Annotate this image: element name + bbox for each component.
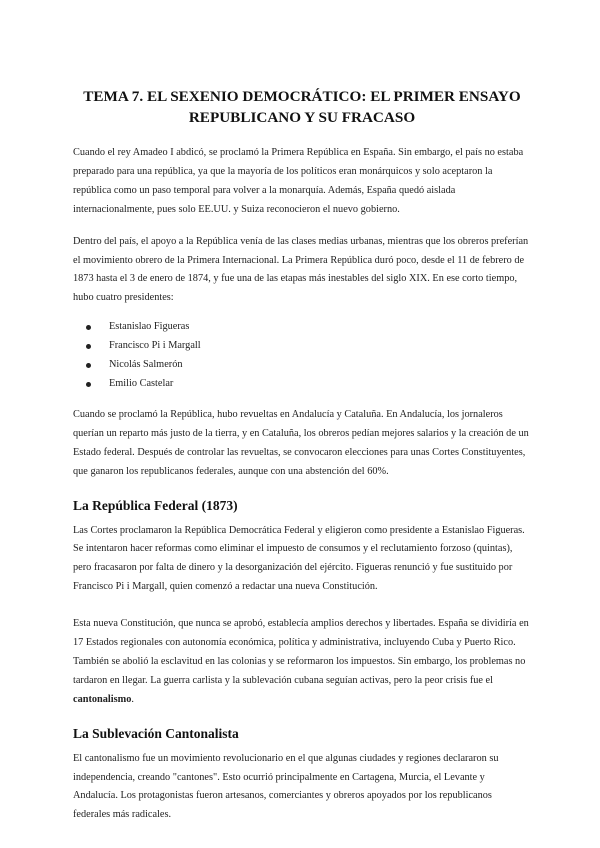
presidents-list [73, 318, 531, 394]
president-name: Emilio Castelar [109, 377, 174, 389]
president-name: Francisco Pi i Margall [109, 340, 201, 352]
federal-paragraph-2-text: Esta nueva Constitución, que nunca se aprobó, establecía amplios derechos y libertades. España se dividiría en 17 Estados regionales con autonomía económica, política y administrativa, incluyendo Cuba y Puerto Rico. También se abolió la esclavitud en las colonias y se reformaron los impuestos. Sin embargo, los problemas no tardaron en llegar. La guerra carlista y la sublevación cubana seguían activas, pero la peor crisis fue el [73, 618, 529, 686]
document-title [73, 86, 531, 128]
cantonal-paragraph: El cantonalismo fue un movimiento revolucionario en el que algunas ciudades y regiones declararon su independencia, creando "cantones". Esto ocurrió principalmente en Cartagena, Murcia, el Levante y Andalucía. Los protagonistas fueron artesanos, comerciantes y obreros apoyados por los republicanos federales más radicales. [73, 752, 499, 821]
cantonal-uprising-heading: La Sublevación Cantonalista [73, 725, 239, 741]
support-paragraph: Dentro del país, el apoyo a la República venía de las clases medias urbanas, mientras que los obreros preferían el movimiento obrero de la Primera Internacional. La Primera República duró poco, desde el 11 de febrero de 1873 hasta el 3 de enero de 1874, y fue una de las etapas más inestables del siglo XIX. En ese corto tiempo, hubo cuatro presidentes: [73, 235, 529, 304]
intro-paragraph: Cuando el rey Amadeo I abdicó, se proclamó la Primera República en España. Sin embargo, el país no estaba preparado para una república, ya que la mayoría de los políticos eran monárquicos y solo aceptaron la república como un paso temporal para volver a la monarquía. Además, España quedó aislada internacionalmente, pues solo EE.UU. y Suiza reconocieron el nuevo gobierno. [73, 147, 524, 215]
cantonalismo-term: cantonalismo [73, 693, 132, 705]
list-item [73, 337, 531, 356]
president-name: Nicolás Salmerón [109, 359, 183, 371]
list-item [73, 318, 531, 337]
bullet-icon [86, 382, 91, 387]
list-item [73, 356, 531, 375]
revolts-paragraph: Cuando se proclamó la República, hubo revueltas en Andalucía y Cataluña. En Andalucía, los jornaleros querían un reparto más justo de la tierra, y en Cataluña, los obreros pedían mejores salarios y la creación de un Estado federal. Después de controlar las revueltas, se convocaron elecciones para unas Cortes Constituyentes, que ganaron los republicanos federales, aunque con una abstención del 60%. [73, 408, 529, 477]
federal-paragraph-2-end: . [131, 693, 134, 705]
president-name: Estanislao Figueras [109, 321, 190, 333]
title-line-2: REPUBLICANO Y SU FRACASO [188, 109, 416, 126]
bullet-icon [86, 363, 91, 368]
federal-republic-heading: La República Federal (1873) [73, 497, 238, 513]
federal-paragraph-1: Las Cortes proclamaron la República Democrática Federal y eligieron como presidente a Estanislao Figueras. Se intentaron hacer reformas como eliminar el impuesto de consumos y el reclutamiento forzoso (quintas), pero fracasaron por falta de dinero y la desorganización del ejército. Figueras renunció y fue sustituido por Francisco Pi i Margall, quien comenzó a redactar una nueva Constitución. [73, 524, 525, 593]
document-content [73, 86, 531, 825]
bullet-icon [86, 325, 91, 330]
bullet-icon [86, 344, 91, 349]
list-item [73, 375, 531, 394]
federal-paragraph-2 [73, 615, 531, 710]
title-line-1: TEMA 7. EL SEXENIO DEMOCRÁTICO: EL PRIMER ENSAYO [83, 88, 521, 105]
